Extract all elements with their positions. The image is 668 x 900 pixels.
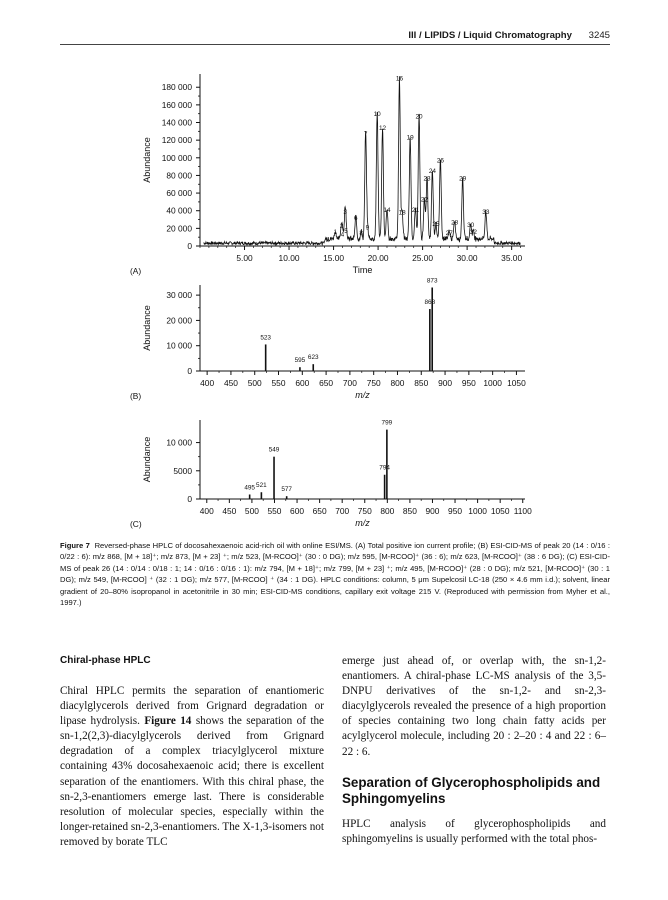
left-column xyxy=(60,654,324,850)
x-tick-label: 900 xyxy=(438,378,453,388)
page-number: 3245 xyxy=(588,30,610,41)
y-tick-label: 160 000 xyxy=(161,99,192,110)
x-tick-label: 35.00 xyxy=(501,253,523,263)
peak-label: 10 xyxy=(373,110,381,118)
peak-label: 30 xyxy=(467,222,475,230)
running-head xyxy=(60,30,610,45)
x-tick-label: 5.00 xyxy=(236,253,253,263)
y-axis-title-b: Abundance xyxy=(142,305,152,351)
x-tick-label: 550 xyxy=(267,506,282,516)
peak-label: 23 xyxy=(423,175,431,183)
peak-label: 6 xyxy=(354,214,358,222)
x-tick-label: 950 xyxy=(461,378,476,388)
peak-label: 25 xyxy=(432,221,440,229)
paragraph-chiral-hplc-part1: Chiral HPLC permits the separation of enantiomeric diacylglycerols derived from Grignard degradation or lipase hydrolysis. xyxy=(60,685,324,728)
x-tick-label: 600 xyxy=(290,506,305,516)
spectrum-bar-label: 549 xyxy=(268,446,280,454)
x-tick-label: 700 xyxy=(335,506,350,516)
x-tick-label: 25.00 xyxy=(412,253,434,263)
peak-label: 2 xyxy=(339,222,344,230)
x-tick-label: 900 xyxy=(425,506,440,516)
spectrum-bar-label: 799 xyxy=(381,419,393,427)
x-tick-label: 800 xyxy=(390,378,405,388)
x-tick-label: 650 xyxy=(312,506,327,516)
x-tick-label: 15.00 xyxy=(323,253,345,263)
x-tick-label: 1000 xyxy=(468,506,487,516)
spectrum-bar-label: 495 xyxy=(244,484,255,492)
figure-caption xyxy=(60,540,610,608)
y-tick-label: 5000 xyxy=(173,465,192,476)
x-tick-label: 850 xyxy=(414,378,429,388)
y-tick-label: 60 000 xyxy=(166,188,192,199)
peak-label: 14 xyxy=(383,207,391,215)
x-tick-label: 850 xyxy=(402,506,417,516)
y-tick-label: 80 000 xyxy=(166,170,192,181)
spectrum-bar-label: 521 xyxy=(256,482,267,490)
peak-label: 4 xyxy=(340,231,345,239)
y-tick-label: 180 000 xyxy=(161,82,192,93)
panel-letter-b: (B) xyxy=(130,391,142,401)
y-tick-label: 140 000 xyxy=(161,117,192,128)
paragraph-enantiomers: emerge just ahead of, or overlap with, the sn-1,2-enantiomers. A chiral-phase LC-MS analysis of the 3,5-DNPU derivatives of the sn-1,2- and sn-2,3-diacylglycerols revealed the presence of a high proportion of species containing two long chain fatty acids per acylglycerol molecule, including 20 : 2–20 : 4 and 22 : 6–22 : 6. xyxy=(342,655,606,758)
spectrum-bar-label: 873 xyxy=(426,277,438,285)
x-tick-label: 20.00 xyxy=(367,253,389,263)
x-tick-label: 950 xyxy=(448,506,463,516)
panel-letter-a: (A) xyxy=(130,266,142,276)
x-tick-label: 750 xyxy=(366,378,381,388)
y-tick-label: 100 000 xyxy=(161,152,192,163)
peak-label: 1 xyxy=(333,229,338,237)
x-tick-label: 500 xyxy=(247,378,262,388)
peak-label: 12 xyxy=(378,124,387,132)
peak-label: 21 xyxy=(411,207,420,215)
y-tick-label: 30 000 xyxy=(166,290,192,301)
peak-label: 32 xyxy=(469,229,477,237)
x-tick-label: 600 xyxy=(295,378,310,388)
panel-letter-c: (C) xyxy=(130,519,142,529)
spectrum-bar-label: 868 xyxy=(424,299,436,307)
x-tick-label: 10.00 xyxy=(278,253,300,263)
y-tick-label: 0 xyxy=(187,366,192,376)
caption-text: Reversed-phase HPLC of docosahexaenoic acid-rich oil with online ESI/MS. (A) Total positive ion current profile; (B) ESI-CID-MS of peak 20 (14 : 0/16 : 0/22 : 6): m/z 868, [M + 18]⁺; m/z 873, [M + 23] ⁺; m/z 523, [M-RCOO]⁺ (30 : 0 DG); m/z 595, [M-RCOO]⁺ (36 : 6); m/z 623, [M-RCOO]⁺ (38 : 6 DG); (C) ESI-CID-MS of peak 26 (14 : 0/14 : 0/18 : 1; 14 : 0/16 : 0/16 : 1): m/z 794, [M + 18]⁺; m/z 799, [M + 23] ⁺; m/z 495, [M-RCOO]⁺ (28 : 0 DG); m/z 521, [M-RCOO]⁺ (30 : 1 DG); m/z 549, [M-RCOO] ⁺ (32 : 1 DG); m/z 577, [M-RCOO] ⁺ (34 : 1 DG). HPLC conditions: column, 5 μm Supelcosil LC-18 (250 × 4.6 mm i.d.); solvent, linear gradient of 20–80% isopropanol in acetonitrile in 30 min; ESI-CID-MS conditions, capillary exit voltage 215 V. (Reproduced with permission from Myher et al., 1997.) xyxy=(60,541,610,608)
peak-label: 33 xyxy=(482,208,490,216)
peak-label: 16 xyxy=(395,75,404,83)
x-axis-title-c: m/z xyxy=(355,518,370,528)
peak-label: 28 xyxy=(451,219,459,227)
peak-label: 7 xyxy=(363,131,368,139)
peak-label: 8 xyxy=(359,229,363,237)
spectrum-bar-label: 794 xyxy=(379,464,390,472)
x-tick-label: 1000 xyxy=(483,378,502,388)
heading-glycerophospholipids: Separation of Glycerophospholipids and Sphingomyelins xyxy=(342,774,601,806)
paragraph-glycerophospholipids: HPLC analysis of glycerophospholipids and sphingomyelins is usually performed with the total phos- xyxy=(342,817,606,845)
peak-label: 3 xyxy=(343,208,347,216)
paragraph-chiral-hplc-part2: shows the separation of the sn-1,2(2,3)-diacylglycerols derived from Grignard degradation of a complex triacylglycerol mixture containing 43% docosahexaenoic acid; there is excellent separation of the enantiomers. With this chiral phase, the sn-2,3-enantiomers emerge last. There is considerable resolution of molecular species, especially within the longer-retained sn-2,3-enantiomers. The X-1,3-isomers not removed by borate TLC xyxy=(60,715,325,848)
x-tick-label: 500 xyxy=(244,506,259,516)
right-column xyxy=(342,654,606,847)
y-tick-label: 20 000 xyxy=(166,315,192,326)
y-tick-label: 40 000 xyxy=(166,205,192,216)
spectrum-bar-label: 577 xyxy=(281,486,293,494)
x-tick-label: 450 xyxy=(223,378,238,388)
peak-label: 29 xyxy=(459,175,467,183)
peak-label: 5 xyxy=(344,228,348,236)
peak-label: 20 xyxy=(415,113,423,121)
x-tick-label: 750 xyxy=(357,506,372,516)
y-axis-title-c: Abundance xyxy=(142,436,152,483)
y-tick-label: 120 000 xyxy=(161,135,192,146)
section-title: III / LIPIDS / Liquid Chromatography xyxy=(408,30,572,41)
x-tick-label: 30.00 xyxy=(456,253,478,263)
peak-label: 18 xyxy=(398,209,406,217)
spectrum-bar-label: 523 xyxy=(260,334,272,342)
figure-reference: Figure 14 xyxy=(144,715,192,728)
peak-label: 22 xyxy=(420,196,428,204)
x-tick-label: 1050 xyxy=(490,506,510,516)
heading-chiral-phase-hplc: Chiral-phase HPLC xyxy=(60,655,151,666)
tic-trace xyxy=(204,76,521,245)
peak-label: 19 xyxy=(406,134,414,142)
x-tick-label: 650 xyxy=(319,378,334,388)
x-axis-title-b: m/z xyxy=(355,390,370,400)
y-tick-label: 20 000 xyxy=(166,223,192,234)
x-tick-label: 550 xyxy=(271,378,286,388)
x-tick-label: 1050 xyxy=(507,378,526,388)
paragraph-chiral-hplc xyxy=(60,684,324,850)
y-tick-label: 0 xyxy=(187,241,192,251)
peak-label: 24 xyxy=(428,168,436,176)
peak-label: 27 xyxy=(445,229,453,237)
x-tick-label: 400 xyxy=(200,378,215,388)
x-tick-label: 700 xyxy=(342,378,357,388)
x-axis-title-a: Time xyxy=(352,265,373,275)
y-tick-label: 10 000 xyxy=(166,437,192,448)
chart-c-cid-ms xyxy=(0,412,668,532)
chart-b-cid-ms xyxy=(0,270,668,420)
y-tick-label: 0 xyxy=(187,494,192,504)
spectrum-bar-label: 595 xyxy=(294,357,306,365)
peak-label: 26 xyxy=(436,157,444,165)
x-tick-label: 450 xyxy=(222,506,237,516)
y-axis-title-a: Abundance xyxy=(142,137,152,183)
caption-label: Figure 7 xyxy=(60,541,90,550)
chart-a-tic xyxy=(0,60,668,280)
spectrum-bar-label: 623 xyxy=(307,354,319,362)
x-tick-label: 400 xyxy=(199,506,214,516)
peak-label: 9 xyxy=(365,224,370,232)
y-tick-label: 10 000 xyxy=(166,340,192,351)
x-tick-label: 1100 xyxy=(513,506,532,516)
x-tick-label: 800 xyxy=(380,506,395,516)
